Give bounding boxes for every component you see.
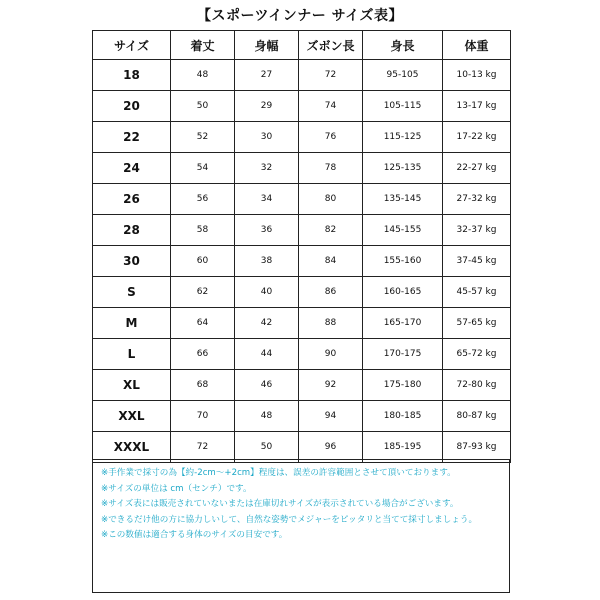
size-chart-table xyxy=(92,30,511,463)
cell-size: M xyxy=(93,308,171,339)
cell-height: 145-155 xyxy=(363,215,443,246)
cell-weight: 45-57 kg xyxy=(443,277,511,308)
cell-pants-length: 74 xyxy=(299,91,363,122)
note-item: ※この数値は適合する身体のサイズの目安です。 xyxy=(101,530,288,540)
table-row xyxy=(93,91,511,122)
cell-size: 20 xyxy=(93,91,171,122)
cell-pants-length: 88 xyxy=(299,308,363,339)
cell-size: 30 xyxy=(93,246,171,277)
cell-width: 38 xyxy=(235,246,299,277)
cell-height: 105-115 xyxy=(363,91,443,122)
cell-height: 170-175 xyxy=(363,339,443,370)
cell-pants-length: 72 xyxy=(299,60,363,91)
table-row xyxy=(93,122,511,153)
cell-size: 22 xyxy=(93,122,171,153)
cell-length: 68 xyxy=(171,370,235,401)
cell-width: 36 xyxy=(235,215,299,246)
cell-size: 24 xyxy=(93,153,171,184)
cell-length: 64 xyxy=(171,308,235,339)
cell-size: 28 xyxy=(93,215,171,246)
table-row xyxy=(93,277,511,308)
cell-weight: 22-27 kg xyxy=(443,153,511,184)
cell-pants-length: 78 xyxy=(299,153,363,184)
cell-height: 115-125 xyxy=(363,122,443,153)
table-row xyxy=(93,184,511,215)
cell-height: 125-135 xyxy=(363,153,443,184)
cell-pants-length: 76 xyxy=(299,122,363,153)
note-item: ※サイズ表には販売されていないまたは在庫切れサイズが表示されている場合がございます。 xyxy=(101,499,459,509)
table-header-row xyxy=(93,31,511,60)
cell-width: 29 xyxy=(235,91,299,122)
cell-width: 42 xyxy=(235,308,299,339)
cell-height: 160-165 xyxy=(363,277,443,308)
cell-pants-length: 86 xyxy=(299,277,363,308)
cell-size: 18 xyxy=(93,60,171,91)
cell-width: 34 xyxy=(235,184,299,215)
cell-weight: 13-17 kg xyxy=(443,91,511,122)
cell-length: 60 xyxy=(171,246,235,277)
page-title: 【スポーツインナー サイズ表】 xyxy=(197,8,403,24)
table-row xyxy=(93,60,511,91)
header-height: 身長 xyxy=(363,31,443,60)
note-item: ※サイズの単位は cm（センチ）です。 xyxy=(101,483,252,494)
cell-height: 175-180 xyxy=(363,370,443,401)
cell-weight: 10-13 kg xyxy=(443,60,511,91)
header-width: 身幅 xyxy=(235,31,299,60)
note-item: ※できるだけ他の方に協力しいして、自然な姿勢でメジャーをピッタリと当てて採寸しましょう。 xyxy=(101,514,478,525)
cell-width: 32 xyxy=(235,153,299,184)
cell-width: 27 xyxy=(235,60,299,91)
cell-height: 165-170 xyxy=(363,308,443,339)
header-length: 着丈 xyxy=(171,31,235,60)
header-size: サイズ xyxy=(93,31,171,60)
cell-weight: 37-45 kg xyxy=(443,246,511,277)
cell-pants-length: 90 xyxy=(299,339,363,370)
cell-size: XL xyxy=(93,370,171,401)
cell-pants-length: 82 xyxy=(299,215,363,246)
cell-height: 185-195 xyxy=(363,432,443,463)
header-pants-length: ズボン長 xyxy=(299,31,363,60)
cell-pants-length: 96 xyxy=(299,432,363,463)
cell-size: S xyxy=(93,277,171,308)
notes-box xyxy=(92,459,510,593)
cell-size: L xyxy=(93,339,171,370)
cell-width: 50 xyxy=(235,432,299,463)
cell-height: 95-105 xyxy=(363,60,443,91)
cell-size: XXXL xyxy=(93,432,171,463)
cell-weight: 27-32 kg xyxy=(443,184,511,215)
table-row xyxy=(93,246,511,277)
note-item: ※手作業で採寸の為【約-2cm～+2cm】程度は、誤差の許容範囲とさせて頂いております。 xyxy=(101,468,456,478)
cell-length: 48 xyxy=(171,60,235,91)
cell-weight: 32-37 kg xyxy=(443,215,511,246)
cell-size: XXL xyxy=(93,401,171,432)
cell-length: 50 xyxy=(171,91,235,122)
cell-weight: 17-22 kg xyxy=(443,122,511,153)
cell-pants-length: 84 xyxy=(299,246,363,277)
table-row xyxy=(93,370,511,401)
cell-width: 48 xyxy=(235,401,299,432)
cell-weight: 80-87 kg xyxy=(443,401,511,432)
cell-length: 54 xyxy=(171,153,235,184)
cell-width: 44 xyxy=(235,339,299,370)
cell-pants-length: 94 xyxy=(299,401,363,432)
cell-height: 180-185 xyxy=(363,401,443,432)
table-row xyxy=(93,339,511,370)
cell-length: 58 xyxy=(171,215,235,246)
cell-length: 66 xyxy=(171,339,235,370)
cell-pants-length: 92 xyxy=(299,370,363,401)
cell-width: 30 xyxy=(235,122,299,153)
cell-weight: 72-80 kg xyxy=(443,370,511,401)
cell-pants-length: 80 xyxy=(299,184,363,215)
cell-size: 26 xyxy=(93,184,171,215)
cell-length: 56 xyxy=(171,184,235,215)
cell-length: 72 xyxy=(171,432,235,463)
cell-length: 62 xyxy=(171,277,235,308)
cell-weight: 87-93 kg xyxy=(443,432,511,463)
cell-weight: 65-72 kg xyxy=(443,339,511,370)
cell-height: 135-145 xyxy=(363,184,443,215)
table-row xyxy=(93,401,511,432)
table-row xyxy=(93,432,511,463)
cell-weight: 57-65 kg xyxy=(443,308,511,339)
cell-width: 40 xyxy=(235,277,299,308)
table-row xyxy=(93,215,511,246)
header-weight: 体重 xyxy=(443,31,511,60)
cell-width: 46 xyxy=(235,370,299,401)
table-row xyxy=(93,308,511,339)
cell-length: 70 xyxy=(171,401,235,432)
table-row xyxy=(93,153,511,184)
cell-length: 52 xyxy=(171,122,235,153)
cell-height: 155-160 xyxy=(363,246,443,277)
